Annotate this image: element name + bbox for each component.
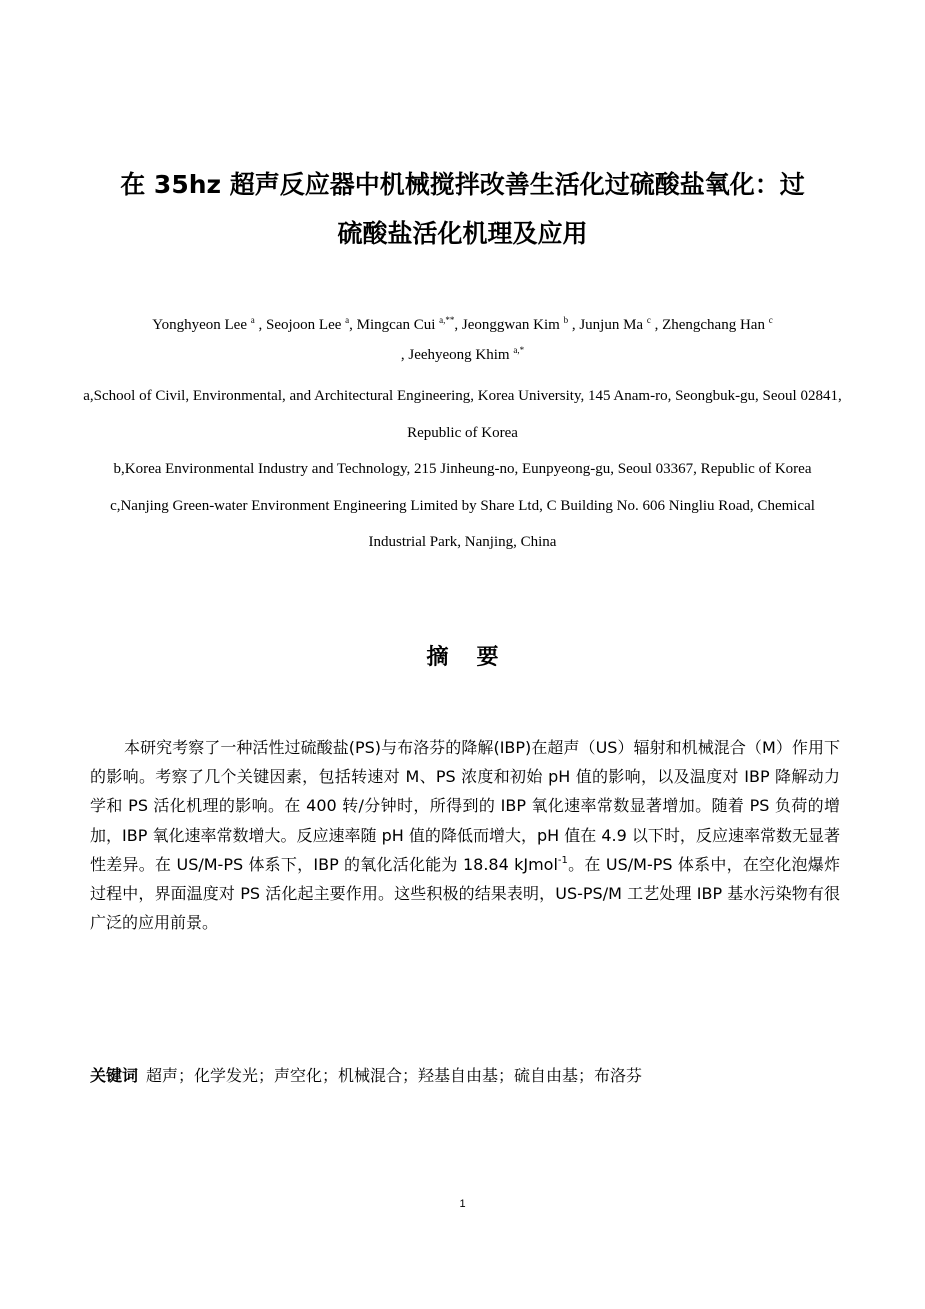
author-name: Yonghyeon Lee [152, 317, 247, 333]
author-affiliation-mark: c [646, 315, 651, 325]
affiliation-c: c,Nanjing Green-water Environment Engineering Limited by Share Ltd, C Building No. 606 Ningliu Road, Chemical Industrial Park, Nanjing, China [110, 497, 815, 550]
affiliation-a: a,School of Civil, Environmental, and Architectural Engineering, Korea University, 145 Anam-ro, Seongbuk-gu, Seoul 02841, Republic of Korea [83, 388, 842, 441]
abstract-text: 本研究考察了一种活性过硫酸盐(PS)与布洛芬的降解(IBP)在超声（US）辐射和机械混合（M）作用下的影响。考察了几个关键因素，包括转速对 M、PS 浓度和初始 pH 值的影响，以及温度对 IBP 降解动力学和 PS 活化机理的影响。在 400 转/分钟时，所得到的 IBP 氧化速率常数显著增加。随着 PS 负荷的增加，IBP 氧化速率常数增大。反应速率随 pH 值的降低而增大，pH 值在 4.9 以下时，反应速率常数无显著性差异。在 US/M-PS 体系下，IBP 的氧化活化能为 18.84 kJmol [90, 738, 840, 874]
unit-superscript: -1 [557, 854, 568, 866]
author-affiliation-mark: a,* [513, 345, 525, 355]
author-line-1 [80, 310, 845, 340]
abstract-body [90, 733, 840, 937]
abstract-heading: 摘要 [426, 645, 527, 670]
author-affiliation-mark: c [768, 315, 773, 325]
author-affiliation-mark: b [563, 315, 569, 325]
page-number: 1 [459, 1198, 466, 1210]
author-affiliation-mark: a [345, 315, 350, 325]
paper-title-line-1: 在 35hz 超声反应器中机械搅拌改善生活化过硫酸盐氧化：过 [120, 170, 805, 199]
author-list [80, 310, 845, 370]
paper-title [70, 160, 855, 258]
author-affiliation-mark: a,** [439, 315, 455, 325]
author-name: , Zhengchang Han [650, 317, 765, 333]
affiliation-list [80, 378, 845, 561]
keywords-label: 关键词 [90, 1066, 139, 1085]
keywords-text: 超声；化学发光；声空化；机械混合；羟基自由基；硫自由基；布洛芬 [146, 1066, 643, 1085]
author-name: , Jeehyeong Khim [400, 347, 510, 363]
affiliation-b: b,Korea Environmental Industry and Technology, 215 Jinheung-no, Eunpyeong-gu, Seoul 03367, Republic of Korea [113, 461, 812, 477]
keywords-line [90, 1062, 840, 1090]
author-name: , Seojoon Lee [254, 317, 342, 333]
author-name: , Jeonggwan Kim [454, 317, 560, 333]
author-line-2 [80, 340, 845, 370]
author-name: , Junjun Ma [568, 317, 644, 333]
author-affiliation-mark: a [250, 315, 255, 325]
author-name: , Mingcan Cui [349, 317, 436, 333]
abstract-text-continued: 。在 US/M-PS 体系中，在空化泡爆炸过程中，界面温度对 PS 活化起主要作用。这些积极的结果表明，US-PS/M 工艺处理 IBP 基水污染物有很广泛的应用前景。 [90, 854, 840, 933]
paper-title-line-2: 硫酸盐活化机理及应用 [337, 219, 588, 248]
